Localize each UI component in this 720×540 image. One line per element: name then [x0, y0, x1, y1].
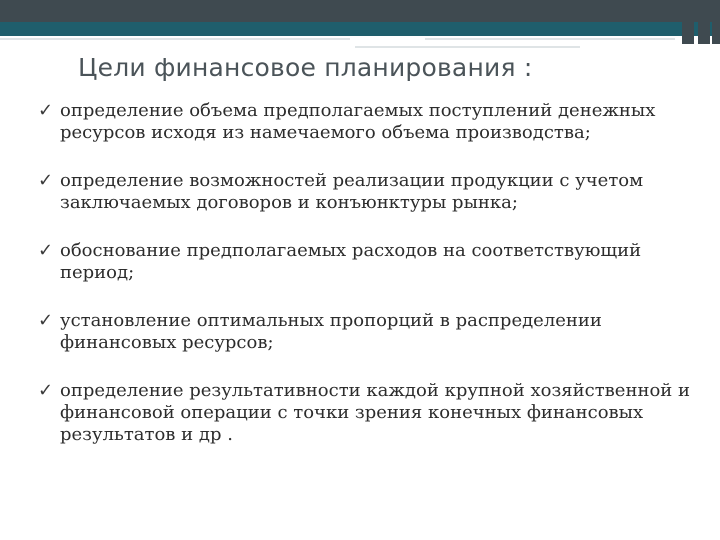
bullet-list — [38, 100, 698, 472]
slide-title: Цели финансовое планирования : — [78, 53, 533, 82]
checkmark-icon: ✓ — [38, 380, 54, 401]
list-item — [38, 100, 698, 144]
checkmark-icon: ✓ — [38, 170, 54, 191]
list-item-text: определение результативности каждой крупной хозяйственной и финансовой операции с точки зрения конечных финансовых результатов и др . — [60, 380, 691, 445]
header-teal-band — [0, 22, 720, 36]
header-deco-line — [0, 38, 350, 40]
header-deco-block — [698, 0, 710, 44]
list-item — [38, 380, 698, 446]
header-deco-block — [682, 0, 694, 44]
header-dark-bar — [0, 0, 720, 22]
list-item-text: определение возможностей реализации продукции с учетом заключаемых договоров и конъюнктуры рынка; — [60, 170, 644, 213]
list-item — [38, 170, 698, 214]
list-item-text: обоснование предполагаемых расходов на соответствующий период; — [60, 240, 642, 283]
checkmark-icon: ✓ — [38, 310, 54, 331]
header-deco-line — [425, 38, 675, 40]
checkmark-icon: ✓ — [38, 100, 54, 121]
checkmark-icon: ✓ — [38, 240, 54, 261]
list-item-text: определение объема предполагаемых поступлений денежных ресурсов исходя из намечаемого объема производства; — [60, 100, 656, 143]
list-item — [38, 240, 698, 284]
list-item — [38, 310, 698, 354]
list-item-text: установление оптимальных пропорций в распределении финансовых ресурсов; — [60, 310, 602, 353]
header-deco-block — [712, 0, 720, 44]
header-deco-line — [355, 46, 580, 48]
